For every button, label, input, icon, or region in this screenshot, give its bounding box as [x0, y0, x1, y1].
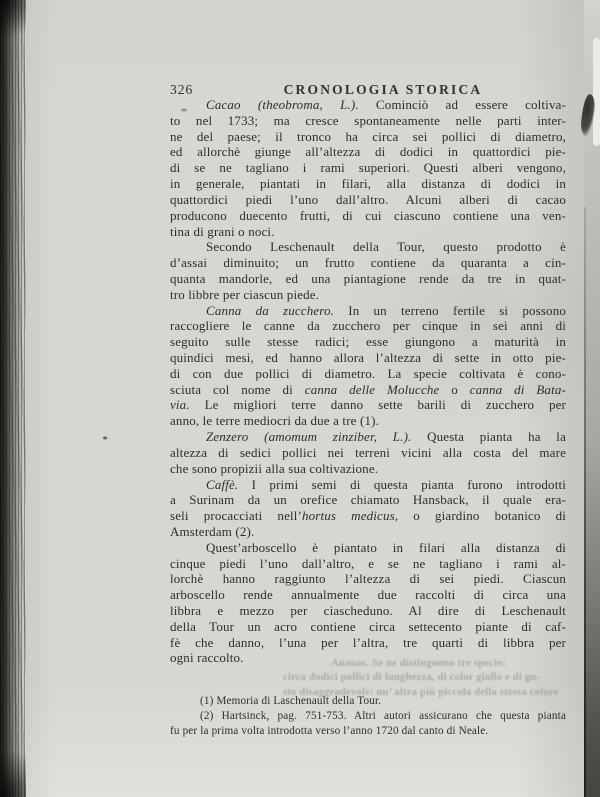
text-segment: producono duecento frutti, di cui ciascuno contiene una ven- — [170, 207, 566, 223]
text-line — [170, 461, 566, 477]
text-line — [170, 429, 566, 445]
text-segment: , o giardino botanico di — [394, 508, 566, 524]
text-segment: d’assai diminuito; un frutto contiene da quaranta a cin- — [170, 255, 566, 271]
text-line — [170, 350, 566, 366]
text-segment: quanta mandorle, ed una piantagione rende da tre in quat- — [170, 270, 566, 286]
text-line — [170, 397, 566, 413]
text-line — [170, 477, 566, 493]
showthrough-line: circa dodici pollici di lunghezza, di color giallo e di gu- — [283, 672, 541, 684]
text-line — [170, 239, 566, 255]
text-line — [170, 694, 566, 709]
text-segment: In un terreno fertile si possono — [334, 302, 566, 318]
italic-text-segment: via. — [170, 397, 190, 413]
text-segment: quattordici piedi l’uno dall’altro. Alcuni alberi di cacao — [170, 191, 566, 207]
text-line — [170, 208, 566, 224]
text-segment: tina di grani o noci. — [170, 223, 275, 239]
text-segment: lorchè hanno raggiunto l’altezza di sei piedi. Ciascun — [170, 571, 566, 587]
text-line — [170, 129, 566, 145]
text-line — [170, 334, 566, 350]
text-segment: Le migliori terre danno sette barili di zucchero per — [189, 397, 566, 413]
italic-text-segment: Zenzero (amomum zinziber, L.). — [206, 429, 412, 445]
text-segment: fu per la prima volta introdotta verso l’anno 1720 dal canto di Neale. — [170, 725, 489, 738]
text-segment: ogni raccolto. — [170, 650, 244, 666]
text-segment: Quest’arboscello è piantato in filari alla distanza di — [206, 539, 566, 555]
italic-text-segment: canna di Bata- — [469, 381, 566, 397]
text-segment: della Tour un acro contiene circa settecento piante di caf- — [170, 618, 566, 634]
text-line — [170, 635, 566, 651]
text-segment: Questa pianta ha la — [411, 429, 566, 445]
text-segment: altezza di sedici pollici nei terreni vicini alla costa del mare — [170, 444, 566, 460]
italic-text-segment: Caffè. — [206, 476, 239, 492]
running-header: CRONOLOGIA STORICA — [283, 82, 483, 97]
text-line — [170, 540, 566, 556]
text-segment: che sono propizii alla sua coltivazione. — [170, 460, 379, 476]
text-segment: o — [439, 381, 470, 397]
text-line — [170, 413, 566, 429]
italic-text-segment: Canna da zucchero. — [206, 302, 335, 318]
text-segment: arboscello rende annualmente due raccolti di circa una — [170, 587, 566, 603]
text-segment: in generale, piantati in filari, alla distanza di dodici in — [170, 176, 566, 192]
text-line — [170, 160, 566, 176]
text-line — [170, 176, 566, 192]
text-segment: seguito sulle stesse radici; esse giungono a maturità in — [170, 334, 566, 350]
text-segment: I primi semi di questa pianta furono introdotti — [238, 476, 566, 492]
text-line — [170, 144, 566, 160]
text-line — [170, 287, 566, 303]
text-segment: Amsterdam (2). — [170, 523, 255, 539]
text-line — [170, 709, 566, 724]
text-line — [170, 303, 566, 319]
text-segment: seli procacciati nell’ — [170, 508, 302, 524]
page-corner-highlight — [593, 38, 600, 146]
text-line — [170, 366, 566, 382]
text-line — [170, 603, 566, 619]
text-segment: to nel 1733; ma cresce spontaneamente nelle parti inter- — [170, 112, 566, 128]
text-line — [170, 492, 566, 508]
text-segment: Cominciò ad essere coltiva- — [358, 97, 566, 112]
page-number: 326 — [170, 82, 194, 97]
text-segment: tro libbre per ciascun piede. — [170, 286, 320, 302]
text-line — [170, 382, 566, 398]
italic-text-segment: Cacao (theobroma, L.). — [206, 97, 359, 112]
text-line — [170, 508, 566, 524]
text-line — [170, 224, 566, 240]
body-text — [170, 97, 566, 666]
text-segment: quindici mesi, ed hanno allora l’altezza di sette in otto pie- — [170, 350, 566, 365]
text-line — [170, 724, 566, 739]
text-segment: di se ne tagliano i rami superiori. Questi alberi vengono, — [170, 160, 566, 176]
showthrough-line: sto disaggradevole: un’ altra più piccola della stessa colore — [283, 686, 559, 698]
text-segment: cinque piedi l’uno dall’altro, e se ne tagliano i rami al- — [170, 555, 566, 571]
text-segment: libbra e mezzo per ciascheduno. Al dire di Leschenault — [170, 603, 566, 618]
footnotes — [170, 694, 566, 740]
book-binding-edge — [0, 0, 26, 797]
text-segment: anno, le terre mediocri da due a tre (1). — [170, 413, 379, 429]
text-line — [170, 271, 566, 287]
text-line — [170, 192, 566, 208]
text-segment: raccogliere le canne da zucchero per cinque in sei anni di — [170, 318, 566, 334]
text-segment: ed allorchè giunge all’altezza di dodici in quattordici pie- — [170, 144, 566, 160]
showthrough-line: Ananas. Se ne distinguono tre specie: — [331, 658, 506, 669]
text-line — [170, 445, 566, 461]
text-segment: (1) Memoria di Laschenault della Tour. — [200, 695, 382, 707]
text-line — [170, 571, 566, 587]
text-segment: (2) Hartsinck, pag. 751-753. Altri autori assicurano che questa pianta — [200, 710, 566, 723]
text-line — [170, 587, 566, 603]
text-segment: ne del paese; il tronco ha circa sei pollici di diametro, — [170, 128, 566, 144]
text-segment: fè che danno, l’una per l’altra, tre quarti di libbra per — [170, 634, 566, 650]
text-line — [170, 318, 566, 334]
text-segment: di con due pollici di diametro. La specie coltivata è cono- — [170, 365, 566, 381]
text-segment: Secondo Leschenault della Tour, questo prodotto è — [206, 239, 566, 255]
text-segment: a Surinam da un orefice chiamato Hansback, il quale era- — [170, 492, 566, 508]
text-line — [170, 113, 566, 129]
text-line — [170, 255, 566, 271]
italic-text-segment: hortus medicus — [302, 508, 395, 524]
text-line — [170, 619, 566, 635]
text-line — [170, 97, 566, 113]
text-line — [170, 524, 566, 540]
italic-text-segment: canna delle Molucche — [304, 381, 440, 397]
text-segment: sciuta col nome di — [170, 381, 305, 397]
text-line — [170, 556, 566, 572]
